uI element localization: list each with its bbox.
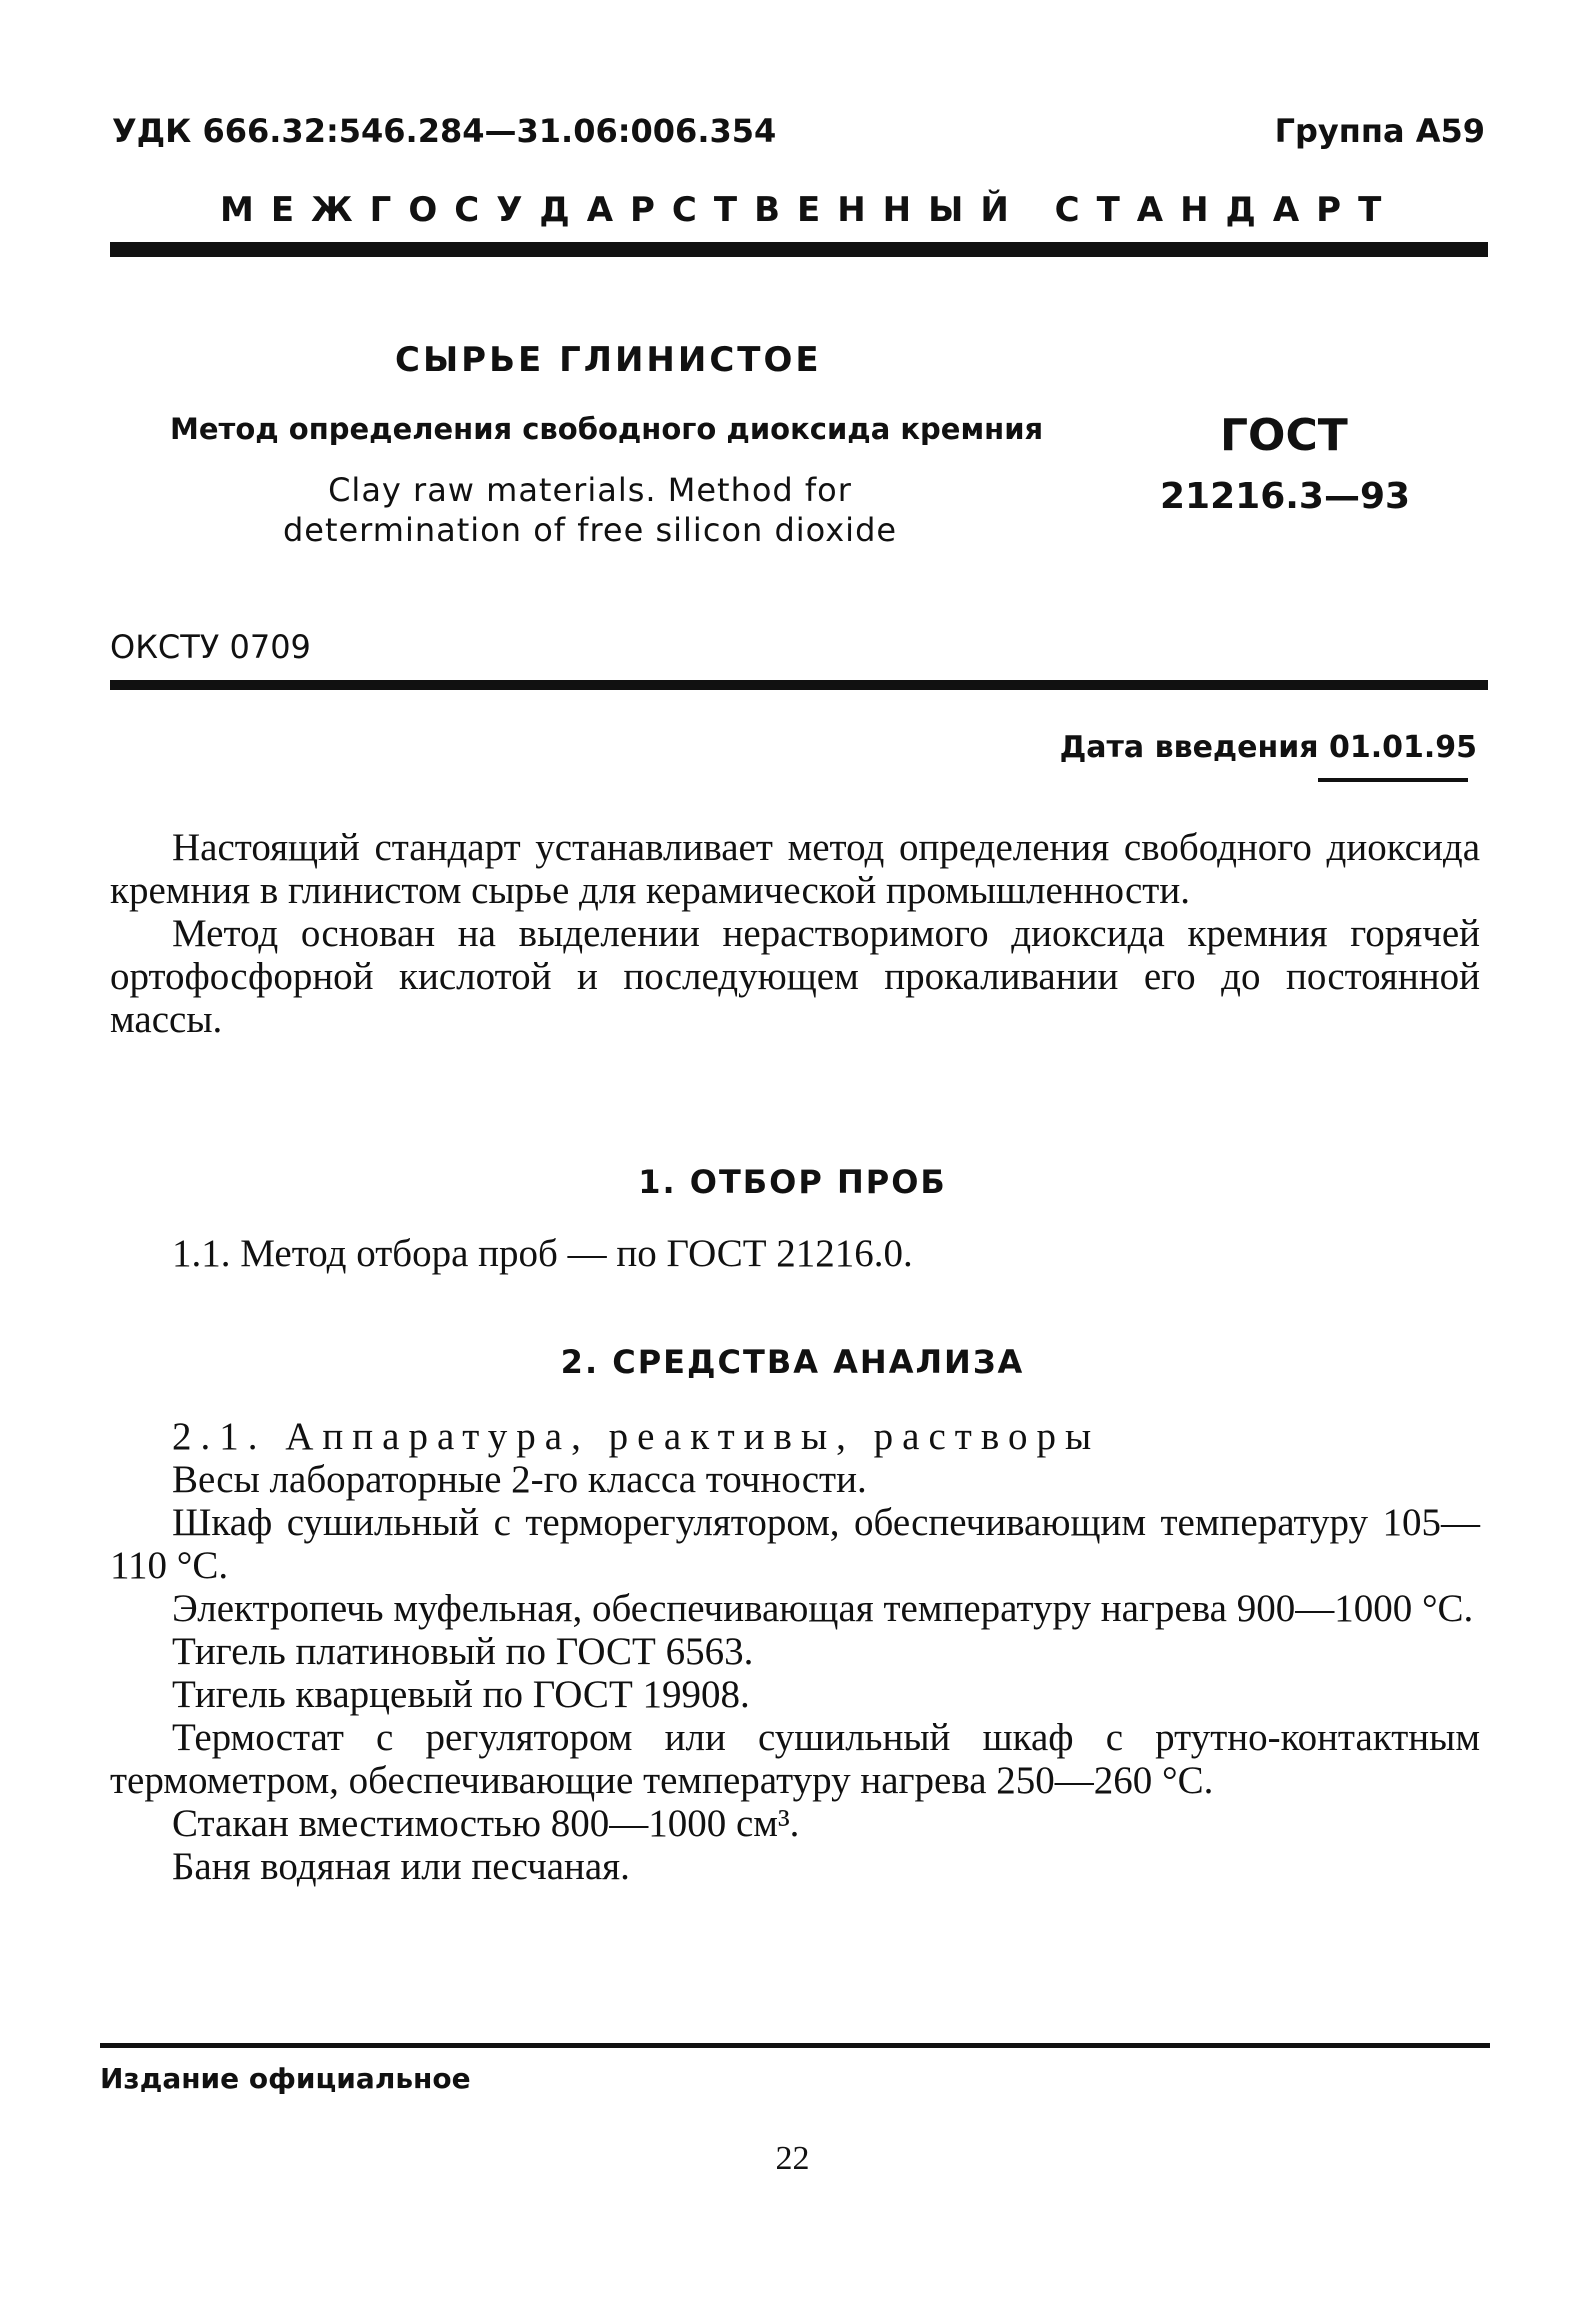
- equipment-item: Тигель платиновый по ГОСТ 6563.: [172, 1630, 754, 1673]
- equipment-item: Баня водяная или песчаная.: [172, 1845, 630, 1888]
- section-2-heading: 2. СРЕДСТВА АНАЛИЗА: [560, 1343, 1025, 1381]
- footer-rule: [100, 2043, 1490, 2048]
- english-title: [240, 470, 940, 550]
- page-number: 22: [775, 2140, 810, 2177]
- document-subtitle: Метод определения свободного диоксида кремния: [170, 412, 1044, 446]
- official-edition-label: Издание официальное: [100, 2062, 471, 2095]
- middle-rule: [110, 680, 1488, 690]
- header-rule: [110, 242, 1488, 257]
- gost-number: 21216.3—93: [1160, 476, 1411, 517]
- item-1-1: 1.1. Метод отбора проб — по ГОСТ 21216.0.: [172, 1232, 913, 1275]
- intro-paragraph-2: Метод основан на выделении нерастворимого диоксида кремния горячей ортофосфорной кислотой и последующем прокаливании его до постоянной массы.: [110, 912, 1480, 1041]
- date-underline: [1318, 778, 1468, 782]
- introduction-date: Дата введения 01.01.95: [1059, 730, 1477, 765]
- equipment-item: Термостат с регулятором или сушильный шкаф с ртутно-контактным термометром, обеспечивающие температуру нагрева 250—260 °С.: [110, 1716, 1480, 1802]
- equipment-item: Шкаф сушильный с терморегулятором, обеспечивающим температуру 105—110 °С.: [110, 1501, 1480, 1587]
- gost-label: ГОСТ: [1220, 410, 1348, 461]
- equipment-item: Весы лабораторные 2-го класса точности.: [172, 1458, 867, 1501]
- oksty-code: ОКСТУ 0709: [110, 628, 311, 666]
- english-title-line-1: Clay raw materials. Method for: [328, 471, 852, 509]
- intro-paragraph-1: Настоящий стандарт устанавливает метод определения свободного диоксида кремния в глинистом сырье для керамической промышленности.: [110, 826, 1480, 912]
- udk-code: УДК 666.32:546.284—31.06:006.354: [112, 112, 777, 150]
- section-1-heading: 1. ОТБОР ПРОБ: [638, 1163, 947, 1201]
- section-1-content: [110, 1232, 1480, 1275]
- equipment-item: Тигель кварцевый по ГОСТ 19908.: [172, 1673, 750, 1716]
- intro-block: [110, 826, 1480, 1041]
- equipment-item: Электропечь муфельная, обеспечивающая температуру нагрева 900—1000 °С.: [172, 1587, 1474, 1630]
- document-title: СЫРЬЕ ГЛИНИСТОЕ: [395, 340, 822, 380]
- section-2-content: [110, 1415, 1480, 1888]
- equipment-item: Стакан вместимостью 800—1000 см³.: [172, 1802, 800, 1845]
- interstate-standard-banner: МЕЖГОСУДАРСТВЕННЫЙ СТАНДАРТ: [220, 190, 1399, 230]
- group-code: Группа А59: [1274, 112, 1485, 150]
- subsection-2-1-heading: 2.1. Аппаратура, реактивы, растворы: [172, 1415, 1101, 1458]
- english-title-line-2: determination of free silicon dioxide: [282, 511, 898, 549]
